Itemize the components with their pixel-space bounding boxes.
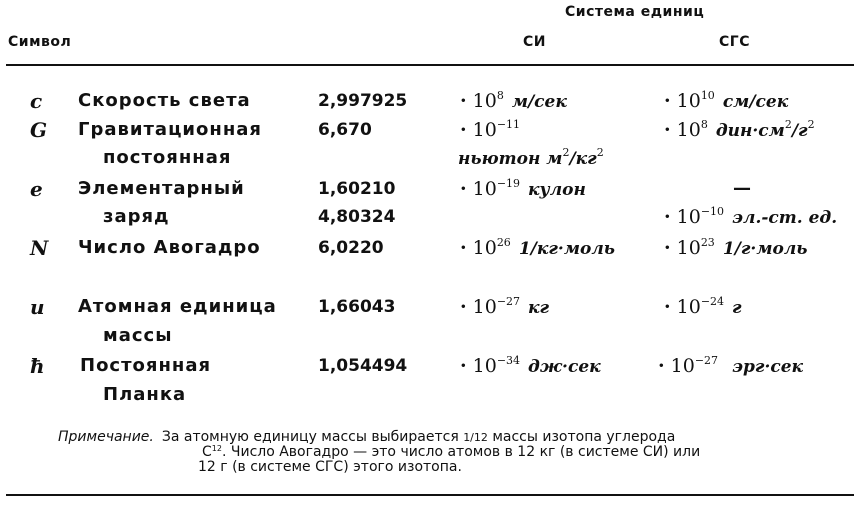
symbol-e: e [30, 177, 43, 201]
name-planck-line1: Постоянная [80, 355, 212, 376]
unit: /г [791, 121, 808, 141]
header-rule [6, 64, 854, 66]
footnote-text: массы изотопа углерода [487, 429, 676, 445]
name-elementary-line1: Элементарный [78, 178, 245, 199]
unit: эрг·сек [732, 357, 804, 377]
base-ten: 10 [676, 119, 701, 141]
symbol-hbar: ħ [30, 354, 45, 378]
footnote-line2 [58, 445, 854, 460]
multiplication-dot: · [664, 119, 671, 141]
unit: эл.-ст. ед. [732, 208, 838, 228]
exponent: −24 [700, 295, 725, 308]
unit: 1/кг·моль [518, 239, 615, 259]
name-elementary-line2: заряд [103, 206, 170, 227]
bottom-rule [6, 494, 854, 496]
base-ten: 10 [472, 178, 497, 200]
base-ten: 10 [472, 90, 497, 112]
cgs-speed-of-light [664, 90, 788, 113]
fraction: 1/12 [463, 431, 488, 444]
exponent: −27 [496, 295, 521, 308]
footnote-text: За атомную единицу массы выбирается [161, 429, 464, 445]
unit: кг [528, 298, 550, 318]
cgs-avogadro [664, 237, 808, 260]
value-planck: 1,054494 [318, 356, 408, 376]
footnote-line3 [58, 460, 854, 475]
si-avogadro [460, 237, 615, 260]
name-speed-of-light: Скорость света [78, 90, 251, 111]
base-ten: 10 [472, 296, 497, 318]
base-ten: 10 [676, 237, 701, 259]
name-avogadro: Число Авогадро [78, 237, 261, 258]
system-of-units-header: Система единиц [565, 4, 705, 20]
si-gravitational [460, 119, 520, 141]
base-ten: 10 [472, 119, 497, 141]
symbol-u: u [30, 295, 45, 319]
multiplication-dot: · [460, 296, 467, 318]
multiplication-dot: · [664, 90, 671, 112]
multiplication-dot: · [460, 90, 467, 112]
carbon-symbol: C [202, 444, 212, 460]
value-atomic-mass: 1,66043 [318, 297, 396, 317]
unit: г [732, 298, 742, 318]
unit: дин·см [715, 121, 785, 141]
footnote-text: . Число Авогадро — это число атомов в 12 кг (в системе СИ) или [221, 444, 701, 460]
exponent: 8 [496, 89, 504, 102]
value-avogadro: 6,0220 [318, 238, 384, 258]
symbol-G: G [30, 118, 48, 142]
base-ten: 10 [676, 90, 701, 112]
multiplication-dot: · [658, 355, 665, 377]
unit: /кг [569, 149, 597, 169]
cgs-column-header: СГС [719, 34, 750, 50]
exponent: −10 [700, 205, 725, 218]
si-speed-of-light [460, 90, 567, 113]
unit: см/сек [722, 92, 789, 112]
exponent: 10 [700, 89, 715, 102]
exponent: −27 [694, 354, 719, 367]
exponent: 26 [496, 236, 511, 249]
footnote-text: 12 г (в системе СГС) этого изотопа. [198, 459, 462, 475]
name-atomic-mass-line1: Атомная единица [78, 296, 277, 317]
unit: ньютон м [458, 149, 563, 169]
symbol-c: c [30, 89, 43, 113]
exponent: 8 [700, 118, 708, 131]
cgs-planck [658, 355, 803, 378]
cgs-gravitational [664, 119, 815, 142]
exponent: 2 [596, 146, 604, 159]
cgs-atomic-mass [664, 296, 742, 319]
exponent: −11 [496, 118, 521, 131]
exponent: 2 [807, 118, 815, 131]
symbol-N: N [30, 236, 49, 260]
multiplication-dot: · [664, 206, 671, 228]
multiplication-dot: · [460, 178, 467, 200]
isotope-number: 12 [211, 444, 222, 453]
name-gravitational-line1: Гравитационная [78, 119, 262, 140]
base-ten: 10 [676, 206, 701, 228]
value-speed-of-light: 2,997925 [318, 91, 408, 111]
multiplication-dot: · [664, 296, 671, 318]
unit: дж·сек [528, 357, 601, 377]
unit: м/сек [511, 92, 567, 112]
si-atomic-mass [460, 296, 549, 319]
multiplication-dot: · [460, 237, 467, 259]
multiplication-dot: · [460, 355, 467, 377]
si-planck [460, 355, 601, 378]
base-ten: 10 [472, 237, 497, 259]
cgs-elementary [664, 206, 837, 229]
multiplication-dot: · [460, 119, 467, 141]
value-gravitational: 6,670 [318, 120, 372, 140]
value-elementary-cgs: 4,80324 [318, 207, 396, 227]
base-ten: 10 [472, 355, 497, 377]
unit: 1/г·моль [722, 239, 808, 259]
symbol-column-header: Символ [8, 34, 72, 50]
si-column-header: СИ [523, 34, 546, 50]
si-elementary [460, 178, 586, 201]
exponent: 2 [784, 118, 792, 131]
base-ten: 10 [670, 355, 695, 377]
unit: кулон [528, 180, 586, 200]
cgs-elementary-dash: — [733, 178, 751, 199]
exponent: 2 [562, 146, 570, 159]
si-gravitational-unit [458, 147, 604, 170]
footnote-line1 [58, 430, 854, 445]
exponent: −34 [496, 354, 521, 367]
footnote-label: Примечание. [58, 429, 154, 445]
name-gravitational-line2: постоянная [103, 147, 232, 168]
base-ten: 10 [676, 296, 701, 318]
name-planck-line2: Планка [103, 384, 187, 405]
exponent: 23 [700, 236, 715, 249]
name-atomic-mass-line2: массы [103, 325, 173, 346]
exponent: −19 [496, 177, 521, 190]
multiplication-dot: · [664, 237, 671, 259]
footnote [58, 430, 854, 475]
value-elementary-si: 1,60210 [318, 179, 396, 199]
